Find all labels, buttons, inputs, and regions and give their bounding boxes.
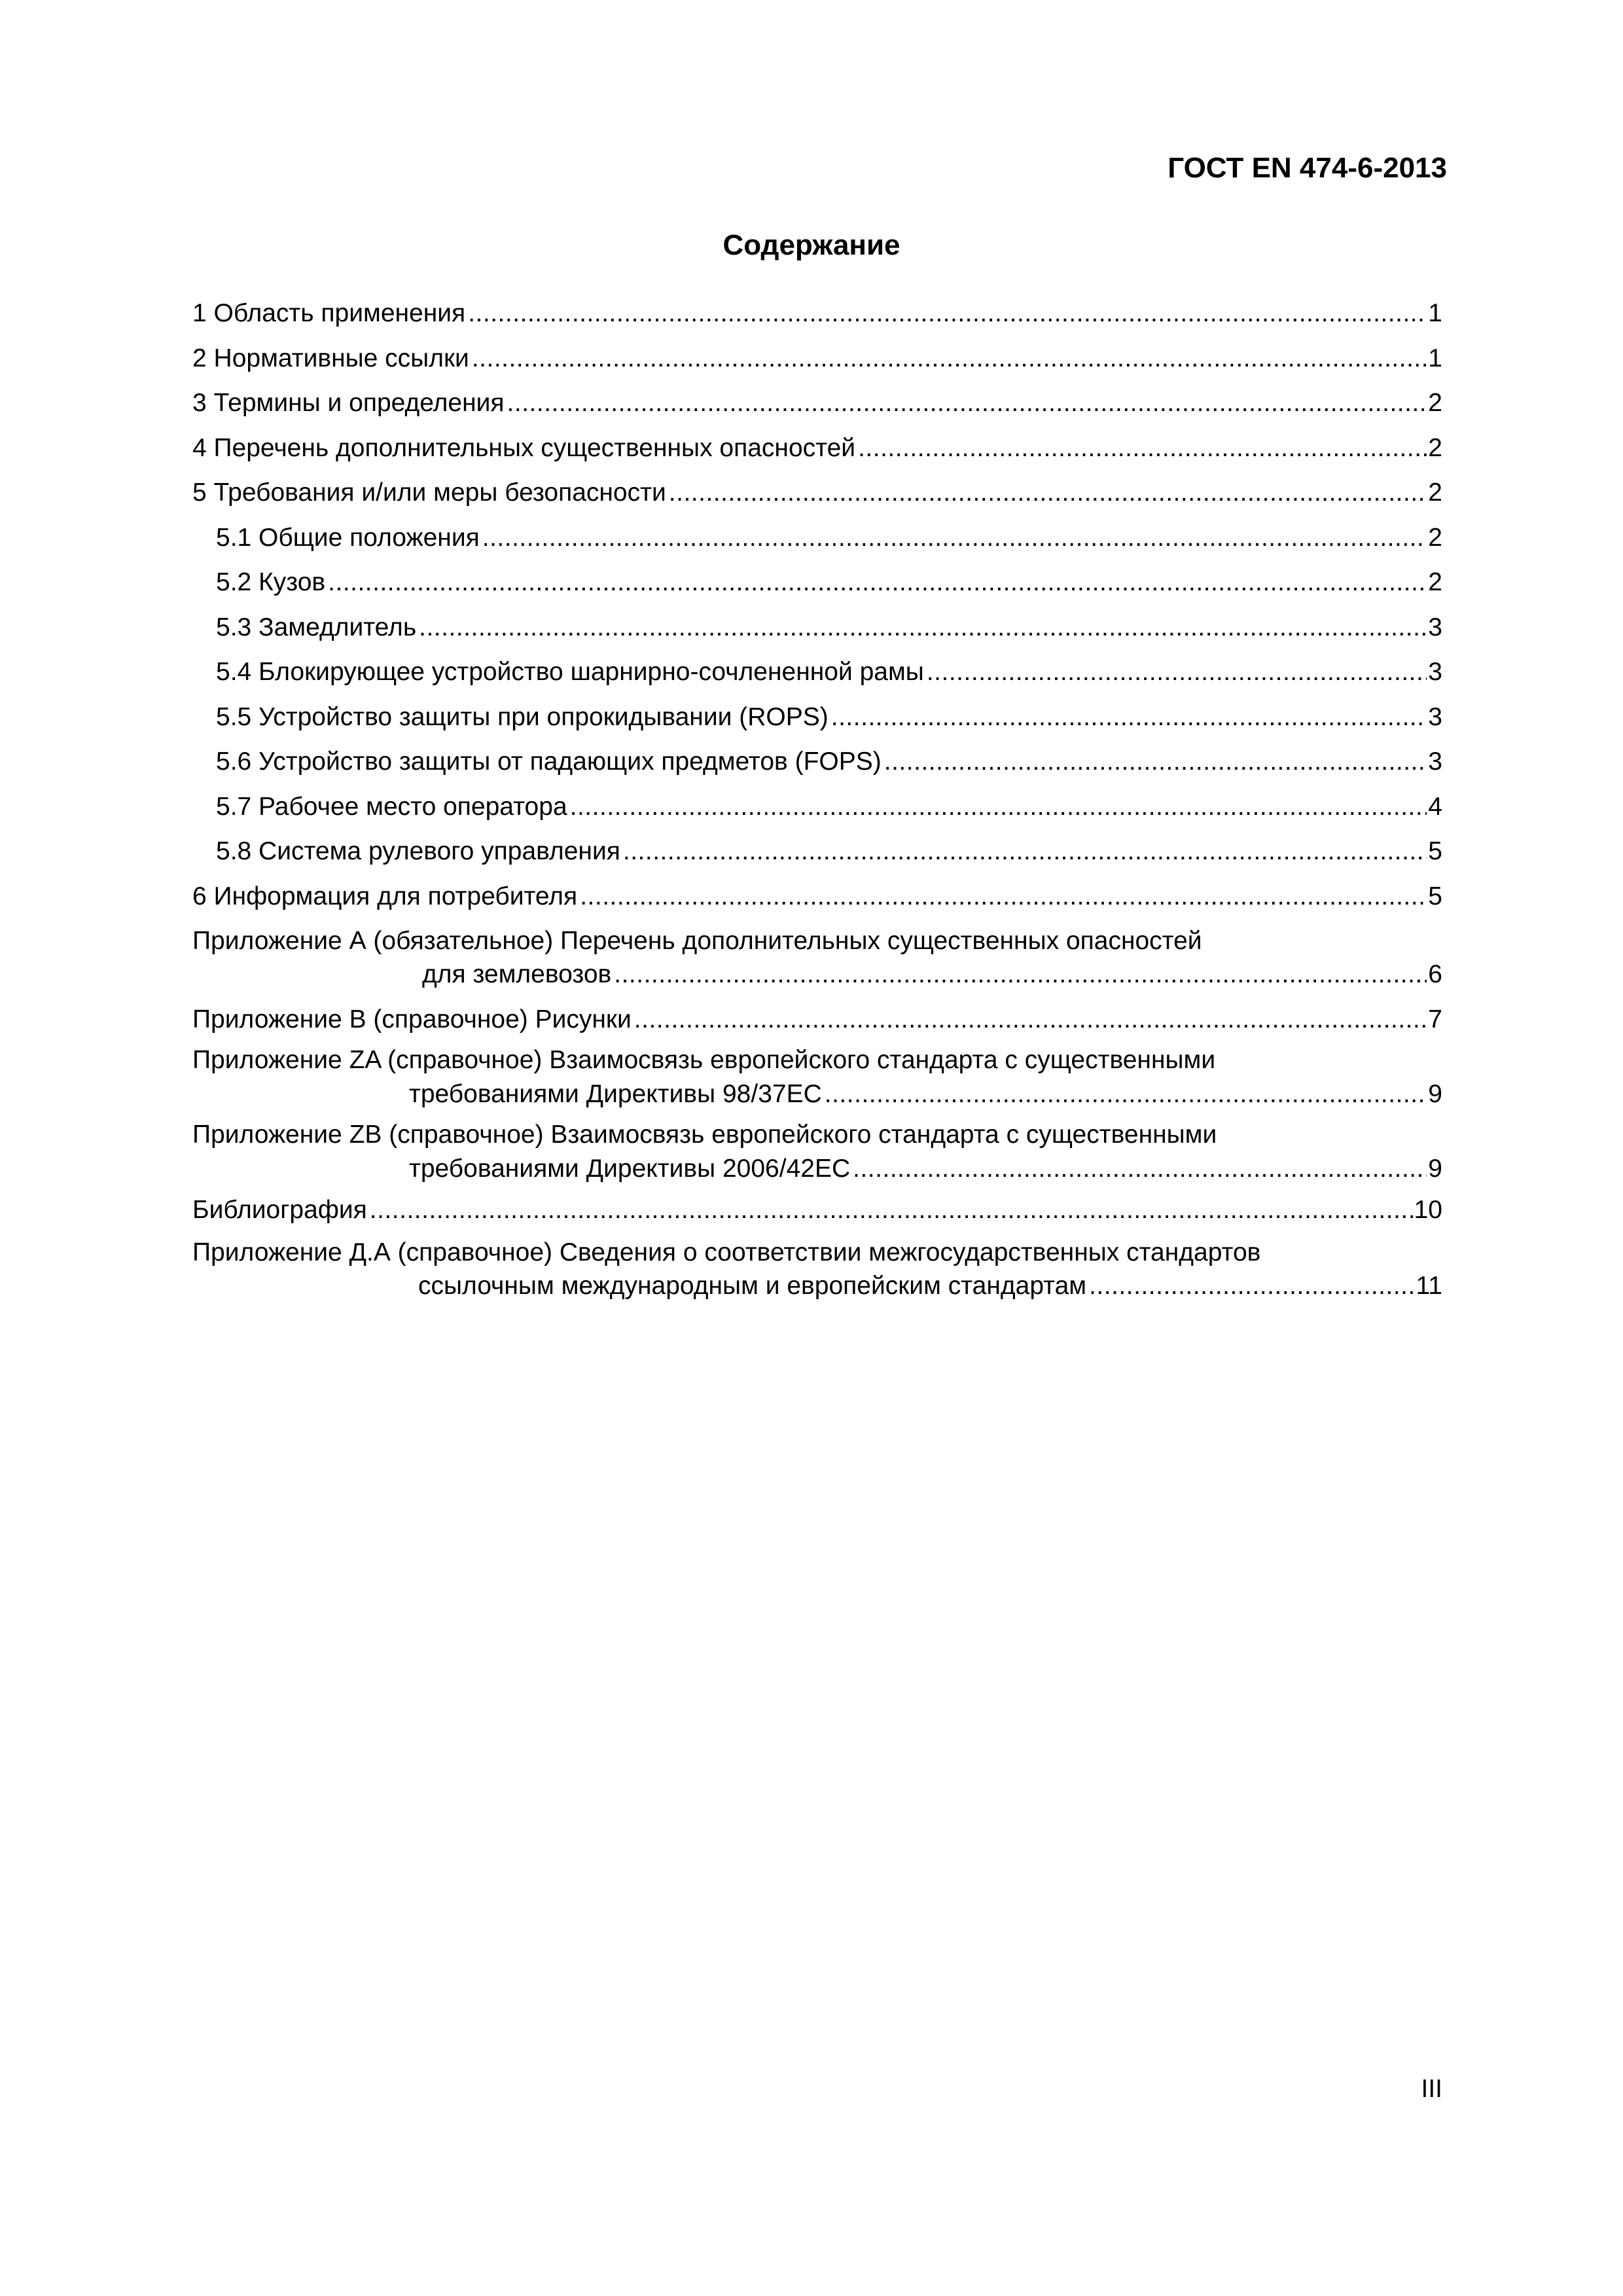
toc-entry-4[interactable] — [192, 433, 1442, 463]
toc-entry-3[interactable] — [192, 388, 1442, 418]
toc-entry-5-5[interactable] — [216, 702, 1442, 732]
dot-leader — [853, 1154, 1427, 1184]
toc-entry-title: требованиями Директивы 98/37ЕС — [409, 1080, 822, 1108]
toc-entry-appendix-zb-line1[interactable]: Приложение ZB (справочное) Взаимосвязь европейского стандарта с существенными — [192, 1121, 1217, 1149]
dot-leader — [419, 613, 1427, 643]
dot-leader — [328, 567, 1427, 598]
toc-entry-title: Библиография — [192, 1196, 367, 1224]
dot-leader — [482, 523, 1427, 553]
toc-entry-title: Приложение В (справочное) Рисунки — [192, 1005, 632, 1033]
toc-entry-title: 4 Перечень дополнительных существенных опасностей — [192, 434, 856, 462]
dot-leader — [669, 478, 1427, 508]
toc-entry-appendix-a-line2[interactable] — [422, 960, 1442, 990]
toc-entry-5[interactable] — [192, 478, 1442, 508]
dot-leader — [623, 836, 1427, 867]
page-number: III — [1421, 2075, 1442, 2103]
toc-entry-5-6[interactable] — [216, 747, 1442, 777]
toc-entry-5-1[interactable] — [216, 523, 1442, 553]
toc-entry-appendix-zb-line2[interactable] — [409, 1154, 1442, 1184]
toc-entry-title: 5.7 Рабочее место оператора — [216, 793, 567, 821]
toc-entry-5-7[interactable] — [216, 792, 1442, 822]
toc-entry-page: 7 — [1428, 1005, 1442, 1033]
toc-entry-page: 4 — [1428, 793, 1442, 821]
toc-entry-5-3[interactable] — [216, 613, 1442, 643]
toc-entry-page: 1 — [1428, 299, 1442, 327]
toc-entry-appendix-za-line2[interactable] — [409, 1079, 1442, 1109]
dot-leader — [370, 1195, 1413, 1225]
toc-entry-appendix-da-line1[interactable]: Приложение Д.А (справочное) Сведения о соответствии межгосударственных стандартов — [192, 1238, 1261, 1266]
toc-entry-page: 3 — [1428, 658, 1442, 686]
toc-entry-title: 6 Информация для потребителя — [192, 882, 578, 910]
toc-entry-title: 5 Требования и/или меры безопасности — [192, 478, 666, 507]
toc-entry-5-8[interactable] — [216, 836, 1442, 867]
dot-leader — [858, 433, 1427, 463]
toc-entry-page: 10 — [1414, 1196, 1442, 1224]
toc-entry-page: 2 — [1428, 524, 1442, 552]
toc-entry-page: 5 — [1428, 837, 1442, 865]
toc-entry-page: 9 — [1428, 1080, 1442, 1108]
dot-leader — [472, 344, 1427, 374]
toc-entry-title: 5.8 Система рулевого управления — [216, 837, 620, 865]
dot-leader — [614, 960, 1427, 990]
dot-leader — [580, 882, 1427, 912]
toc-entry-title: 5.5 Устройство защиты при опрокидывании (ROPS) — [216, 703, 829, 731]
toc-entry-page: 5 — [1428, 882, 1442, 910]
toc-entry-6[interactable] — [192, 882, 1442, 912]
toc-entry-page: 1 — [1428, 344, 1442, 372]
toc-entry-2[interactable] — [192, 344, 1442, 374]
toc-entry-appendix-da-line2[interactable] — [418, 1271, 1442, 1301]
toc-entry-page: 11 — [1416, 1272, 1442, 1300]
toc-entry-title: 5.4 Блокирующее устройство шарнирно-сочлененной рамы — [216, 658, 924, 686]
dot-leader — [468, 298, 1427, 329]
toc-entry-title: 3 Термины и определения — [192, 389, 505, 417]
toc-entry-title: 5.1 Общие положения — [216, 524, 480, 552]
toc-entry-title: 5.3 Замедлитель — [216, 613, 417, 641]
toc-entry-page: 3 — [1428, 747, 1442, 776]
toc-entry-title: 5.2 Кузов — [216, 568, 326, 596]
toc-entry-appendix-b[interactable] — [192, 1005, 1442, 1035]
dot-leader — [634, 1005, 1427, 1035]
dot-leader — [927, 657, 1427, 687]
toc-entry-title: требованиями Директивы 2006/42ЕС — [409, 1155, 851, 1183]
dot-leader — [507, 388, 1427, 418]
toc-entry-appendix-za-line1[interactable]: Приложение ZA (справочное) Взаимосвязь европейского стандарта с существенными — [192, 1046, 1216, 1074]
dot-leader — [1089, 1271, 1414, 1301]
toc-entry-5-4[interactable] — [216, 657, 1442, 687]
toc-entry-page: 9 — [1428, 1155, 1442, 1183]
toc-entry-title: 5.6 Устройство защиты от падающих предметов (FOPS) — [216, 747, 882, 776]
toc-entry-page: 2 — [1428, 389, 1442, 417]
dot-leader — [884, 747, 1427, 777]
dot-leader — [831, 702, 1427, 732]
page-title: Содержание — [722, 229, 901, 261]
dot-leader — [825, 1079, 1427, 1109]
dot-leader — [570, 792, 1427, 822]
toc-entry-title: 2 Нормативные ссылки — [192, 344, 469, 372]
toc-entry-page: 2 — [1428, 434, 1442, 462]
toc-entry-page: 6 — [1428, 960, 1442, 988]
document-code: ГОСТ EN 474-6-2013 — [1168, 152, 1447, 184]
toc-entry-1[interactable] — [192, 298, 1442, 329]
toc-entry-page: 3 — [1428, 703, 1442, 731]
toc-entry-bibliography[interactable] — [192, 1195, 1442, 1225]
toc-entry-title: 1 Область применения — [192, 299, 466, 327]
toc-entry-title: для землевозов — [422, 960, 612, 988]
toc-entry-page: 3 — [1428, 613, 1442, 641]
toc-entry-page: 2 — [1428, 478, 1442, 507]
toc-entry-title: ссылочным международным и европейским стандартам — [418, 1272, 1087, 1300]
toc-entry-page: 2 — [1428, 568, 1442, 596]
toc-entry-appendix-a-line1[interactable]: Приложение А (обязательное) Перечень дополнительных существенных опасностей — [192, 927, 1202, 955]
toc-entry-5-2[interactable] — [216, 567, 1442, 598]
